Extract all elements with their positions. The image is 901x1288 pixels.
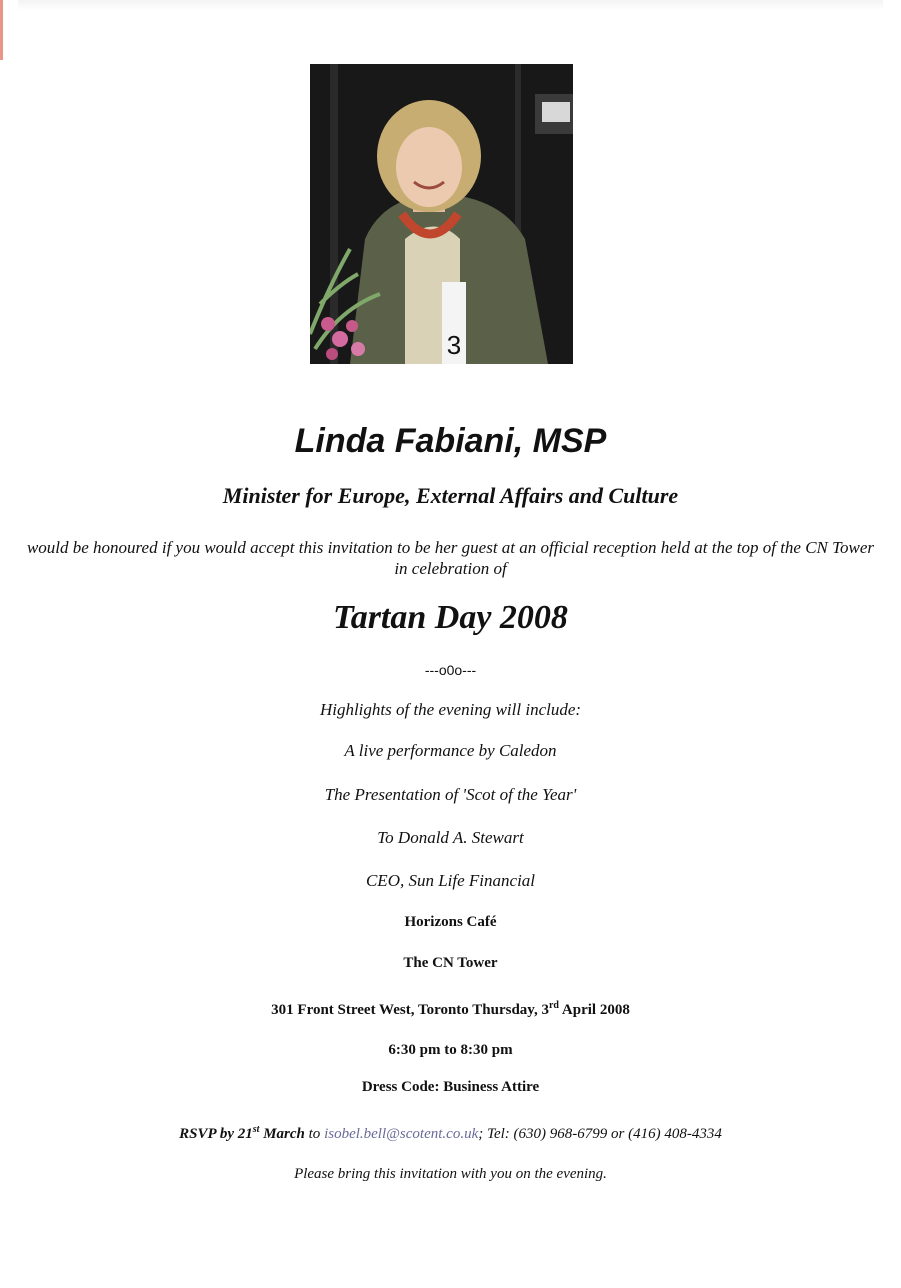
highlights-intro: Highlights of the evening will include: [319, 700, 582, 719]
rsvp-contact: ; Tel: (630) 968-6799 or (416) 408-4334 [478, 1126, 722, 1142]
scan-mark [0, 0, 3, 60]
table-number: 3 [446, 330, 462, 360]
event-time: 6:30 pm to 8:30 pm [388, 1042, 513, 1058]
rsvp-month: March [259, 1126, 305, 1142]
rsvp-email[interactable]: isobel.bell@scotent.co.uk [324, 1126, 479, 1142]
venue-address: 301 Front Street West, Toronto Thursday, 3 [271, 1002, 549, 1018]
host-title: Minister for Europe, External Affairs and Culture [222, 483, 679, 508]
rsvp-label: RSVP by 21 [179, 1126, 253, 1142]
separator: ---o0o--- [424, 662, 477, 678]
host-portrait-photo [310, 64, 573, 364]
highlight-item: A live performance by Caledon [344, 741, 557, 760]
rsvp-line [0, 1124, 901, 1143]
rsvp-to: to [304, 1126, 325, 1142]
venue-address-date [0, 1000, 901, 1019]
highlight-item: To Donald A. Stewart [377, 828, 524, 847]
highlight-item: The Presentation of 'Scot of the Year' [324, 785, 577, 804]
invitation-text: would be honoured if you would accept this invitation to be her guest at an official reception held at the top of the CN Tower in celebration of [26, 538, 875, 578]
date-month-year: April 2008 [558, 1002, 630, 1018]
dress-code: Dress Code: Business Attire [361, 1079, 540, 1095]
rsvp-date-suffix: st [252, 1124, 260, 1135]
date-suffix: rd [548, 1000, 559, 1011]
scan-edge [18, 0, 883, 10]
event-name: Tartan Day 2008 [333, 599, 568, 636]
highlight-item: CEO, Sun Life Financial [365, 871, 536, 890]
host-name: Linda Fabiani, MSP [294, 422, 607, 460]
venue-building: The CN Tower [403, 955, 498, 971]
footer-note: Please bring this invitation with you on the evening. [294, 1166, 607, 1182]
venue-name: Horizons Café [404, 914, 497, 930]
